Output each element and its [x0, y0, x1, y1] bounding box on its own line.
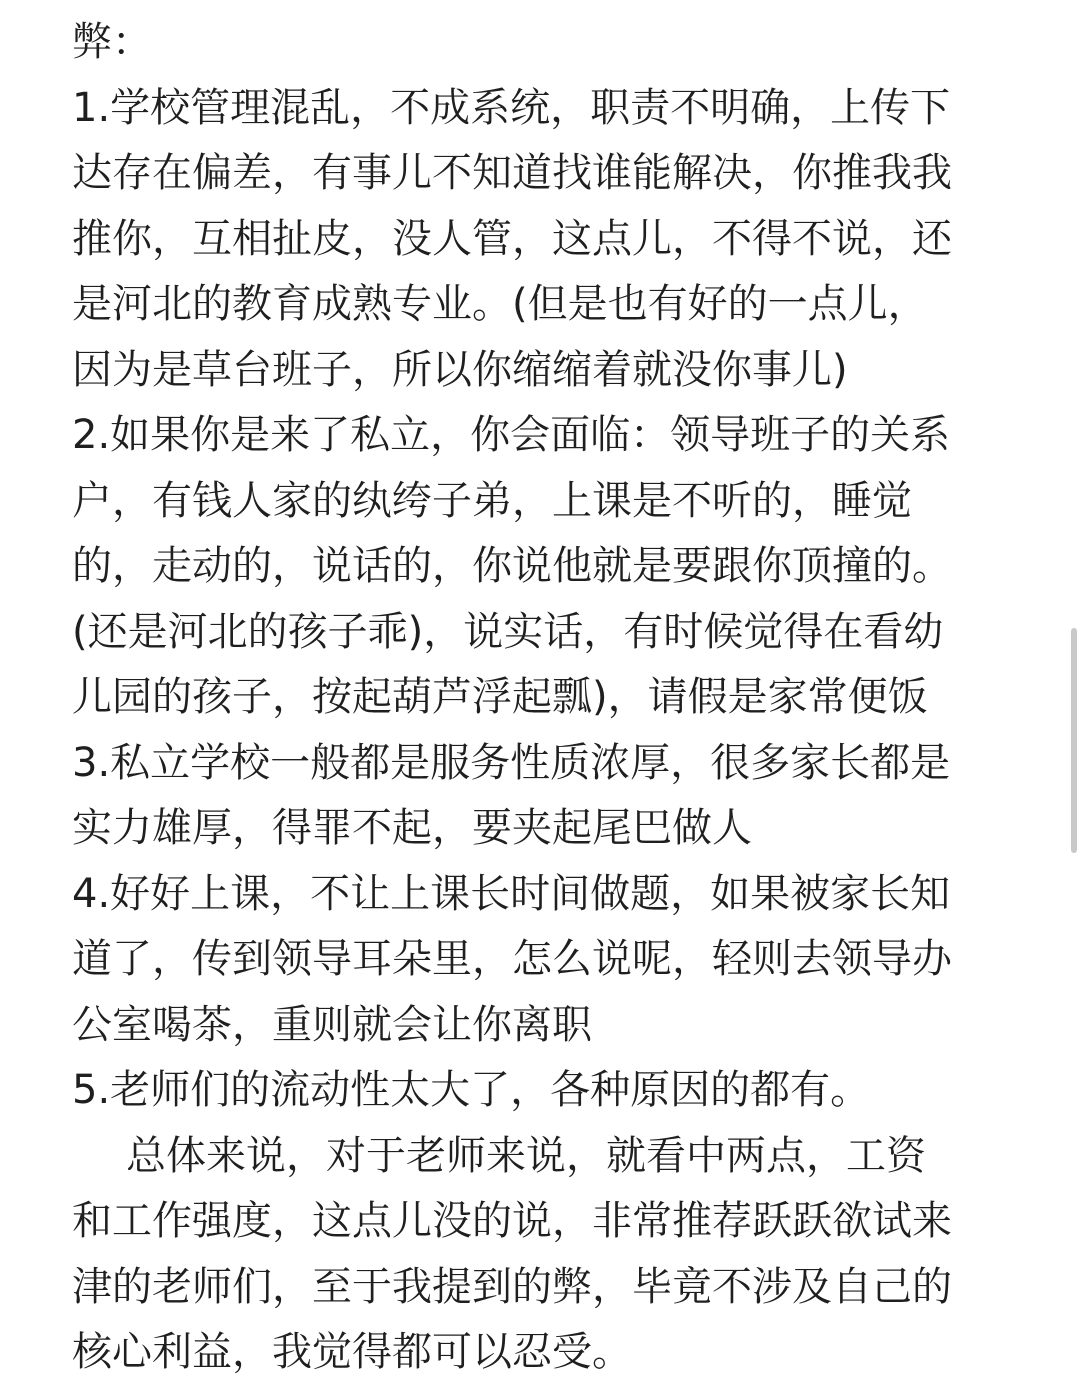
text-line: 3.私立学校一般都是服务性质浓厚，很多家长都是	[72, 739, 951, 786]
scrollbar-thumb[interactable]	[1071, 628, 1077, 853]
text-line: (还是河北的孩子乖)，说实话，有时候觉得在看幼	[72, 608, 944, 655]
text-line: 5.老师们的流动性太大了，各种原因的都有。	[72, 1067, 871, 1113]
text-line: 达存在偏差，有事儿不知道找谁能解决，你推我我	[72, 150, 952, 196]
text-line: 实力雄厚，得罪不起，要夹起尾巴做人	[72, 805, 752, 851]
text-line: 推你，互相扯皮，没人管，这点儿，不得不说，还	[72, 215, 952, 262]
text-line: 4.好好上课，不让上课长时间做题，如果被家长知	[72, 870, 951, 917]
text-line: 和工作强度，这点儿没的说，非常推荐跃跃欲试来	[72, 1198, 952, 1244]
text-line: 核心利益，我觉得都可以忍受。	[72, 1329, 632, 1375]
text-line: 儿园的孩子，按起葫芦浮起瓢)，请假是家常便饭	[72, 674, 928, 720]
heading-disadvantages: 弊：	[72, 19, 152, 65]
summary-paragraph-start: 总体来说，对于老师来说，就看中两点，工资	[126, 1132, 926, 1179]
text-line: 的，走动的，说话的，你说他就是要跟你顶撞的。	[72, 543, 952, 589]
text-line: 1.学校管理混乱，不成系统，职责不明确，上传下	[72, 84, 951, 131]
text-line: 2.如果你是来了私立，你会面临：领导班子的关系	[72, 412, 951, 458]
text-line: 户，有钱人家的纨绔子弟，上课是不听的，睡觉	[72, 477, 912, 524]
text-line: 津的老师们，至于我提到的弊，毕竟不涉及自己的	[72, 1263, 952, 1310]
text-line: 公室喝茶，重则就会让你离职	[72, 1001, 592, 1048]
text-line: 是河北的教育成熟专业。(但是也有好的一点儿，	[72, 281, 928, 327]
text-line: 道了，传到领导耳朵里，怎么说呢，轻则去领导办	[72, 936, 952, 982]
document-text	[72, 10, 1012, 1386]
text-line: 因为是草台班子，所以你缩缩着就没你事儿)	[72, 346, 848, 393]
